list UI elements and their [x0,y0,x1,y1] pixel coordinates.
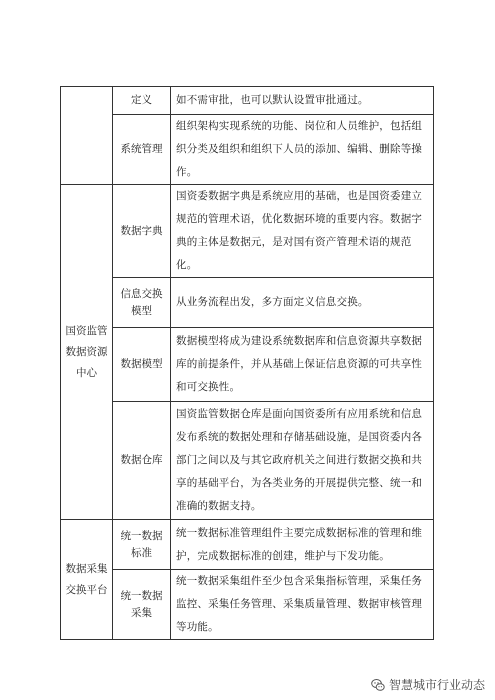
desc-cell: 统一数据标准管理组件主要完成数据标准的管理和维护，完成数据标准的创建，维护与下发功能。 [171,520,434,570]
desc-cell: 如不需审批，也可以默认设置审批通过。 [171,87,434,115]
item-cell: 系统管理 [113,115,171,185]
table-row [61,402,434,520]
desc-cell: 数据模型将成为建设系统数据库和信息资源共享数据库的前提条件，并从基础上保证信息资源的可共享性和可交换性。 [171,328,434,402]
category-cell: 国资监管数据资源中心 [61,185,113,520]
desc-cell: 从业务流程出发，多方面定义信息交换。 [171,278,434,328]
wechat-icon [371,678,385,692]
table-row [61,278,434,328]
desc-cell: 国资委数据字典是系统应用的基础，也是国资委建立规范的管理术语，优化数据环境的重要内容。数据字典的主体是数据元，是对国有资产管理术语的规范化。 [171,185,434,278]
item-cell: 统一数据标准 [113,520,171,570]
table-row [61,115,434,185]
item-cell: 数据模型 [113,328,171,402]
category-cell [61,87,113,185]
desc-cell: 统一数据采集组件至少包含采集指标管理，采集任务监控、采集任务管理、采集质量管理、数据审核管理等功能。 [171,570,434,640]
table-row [61,570,434,640]
watermark [371,676,485,693]
item-cell: 统一数据采集 [113,570,171,640]
category-cell: 数据采集交换平台 [61,520,113,640]
item-cell: 数据仓库 [113,402,171,520]
desc-cell: 国资监管数据仓库是面向国资委所有应用系统和信息发布系统的数据处理和存储基础设施，是国资委内各部门之间以及与其它政府机关之间进行数据交换和共享的基础平台，为各类业务的开展提供完整、统一和准确的数据支持。 [171,402,434,520]
table-row [61,520,434,570]
watermark-text: 智慧城市行业动态 [388,678,485,692]
desc-cell: 组织架构实现系统的功能、岗位和人员维护，包括组织分类及组织和组织下人员的添加、编辑、删除等操作。 [171,115,434,185]
item-cell: 数据字典 [113,185,171,278]
item-cell: 信息交换模型 [113,278,171,328]
table-row [61,185,434,278]
table-row [61,87,434,115]
spec-table [60,86,434,640]
item-cell: 定义 [113,87,171,115]
table-row [61,328,434,402]
